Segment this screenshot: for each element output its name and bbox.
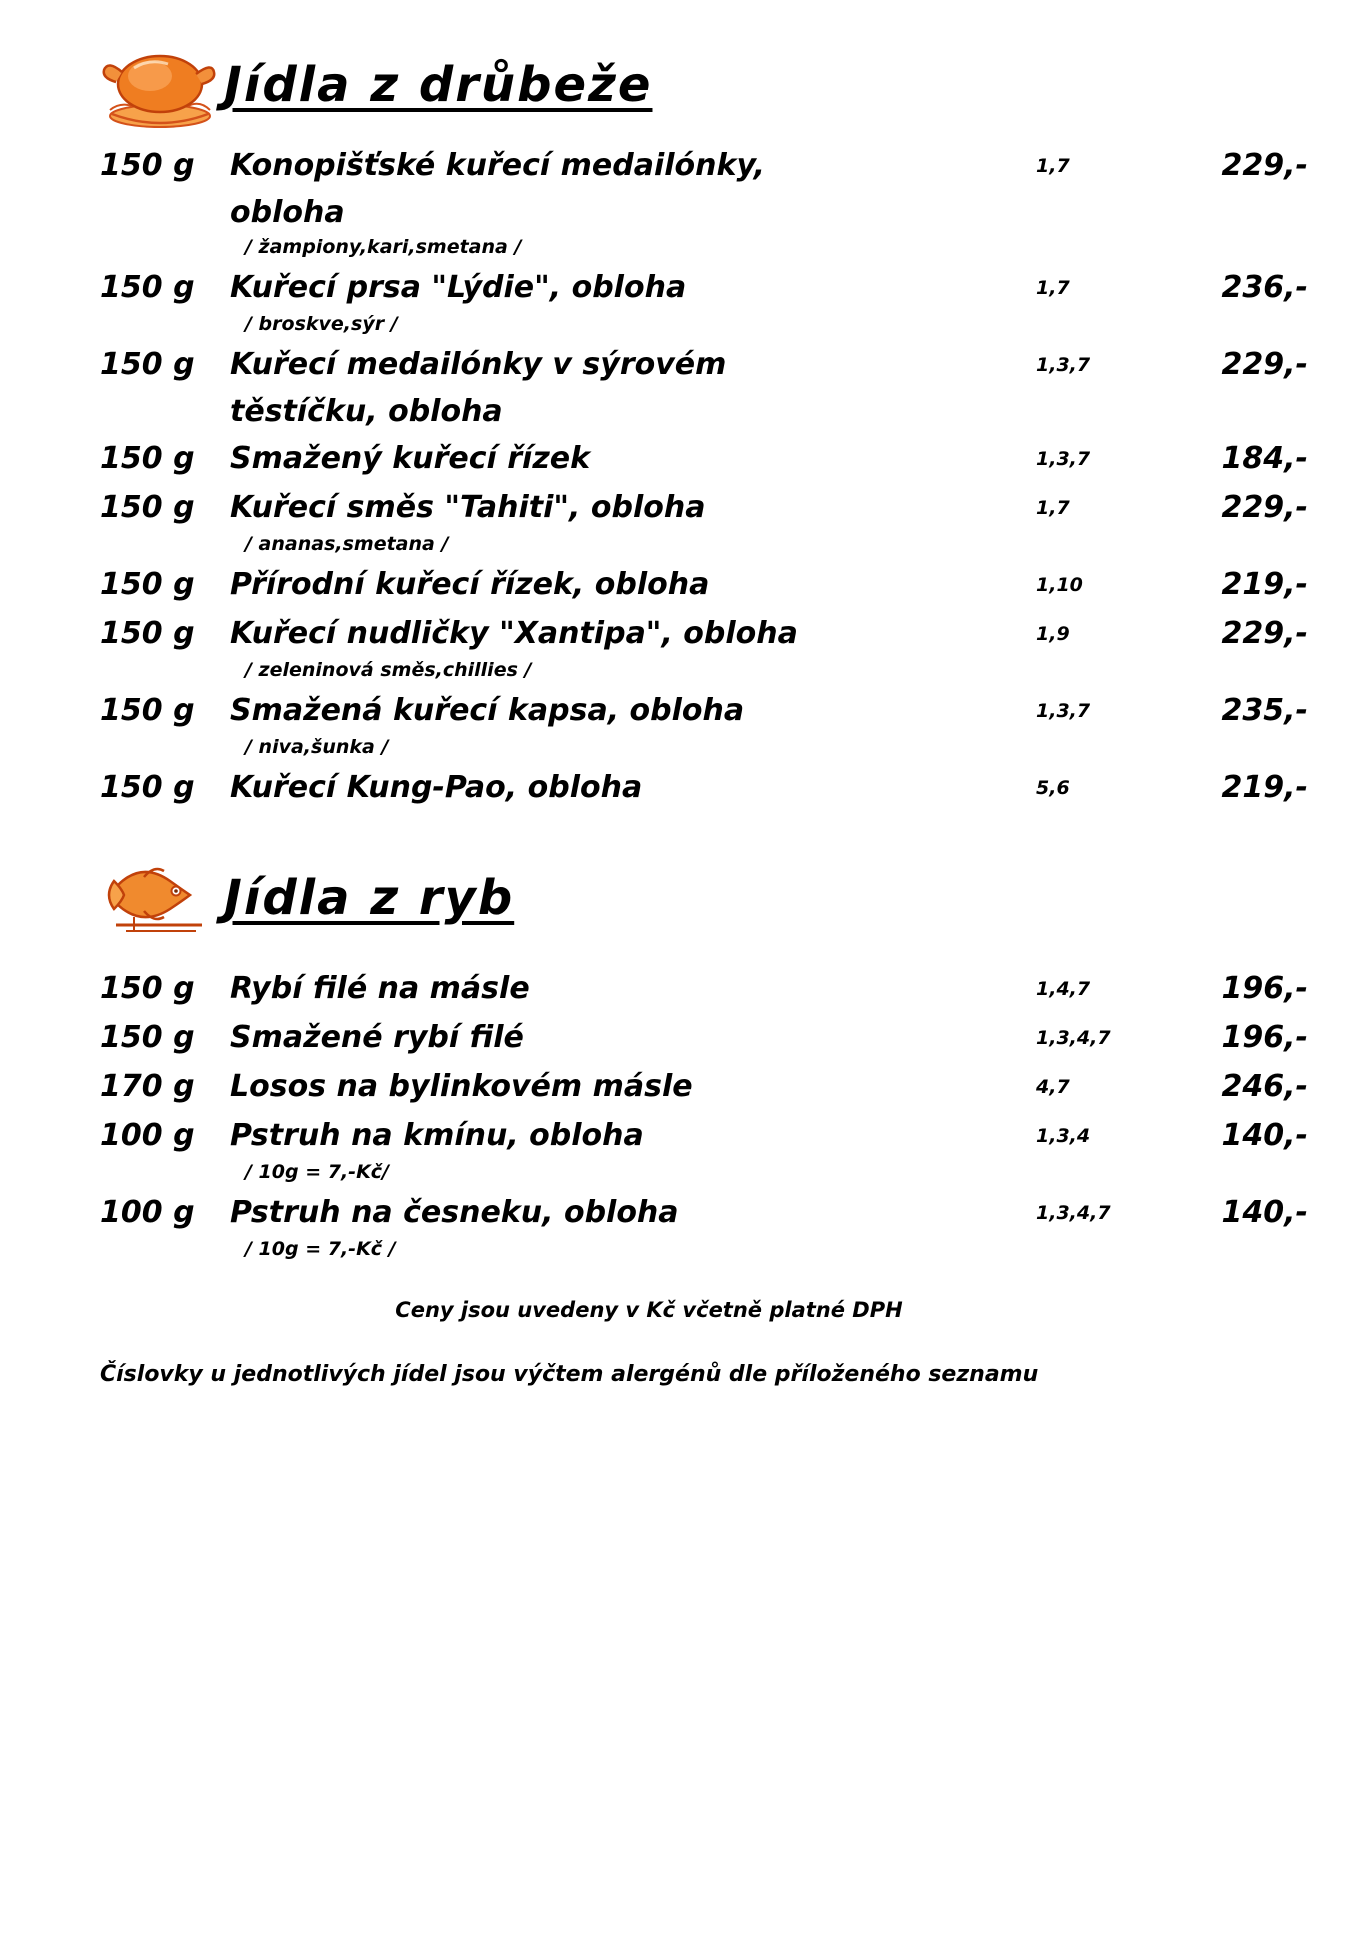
item-allergens: 1,9 [1036,623,1070,645]
menu-list-fish [0,965,1358,1264]
menu-item-row [0,1014,1358,1063]
item-price: 196,- [1221,971,1308,1006]
menu-item-row [0,435,1358,484]
menu-item-row [0,1189,1358,1238]
item-allergens: 1,7 [1036,277,1070,299]
menu-item-row [0,561,1358,610]
item-allergens: 1,3,7 [1036,448,1091,470]
item-name: Pstruh na kmínu, obloha [230,1118,644,1153]
item-weight: 150 g [100,616,195,651]
menu-item-row [0,142,1358,236]
item-name-line2: těstíčku, obloha [230,394,503,429]
item-name [220,142,1036,236]
item-name-line2: obloha [230,195,345,230]
menu-item-row [0,264,1358,313]
roast-chicken-icon [100,28,220,136]
menu-item-row [0,687,1358,736]
item-weight: 100 g [100,1195,195,1230]
item-note: / broskve,sýr / [245,313,398,335]
allergen-note: Číslovky u jednotlivých jídel jsou výčtem alergénů dle příloženého seznamu [100,1362,1039,1387]
item-weight: 150 g [100,490,195,525]
item-price: 236,- [1221,270,1308,305]
item-weight: 170 g [100,1069,195,1104]
item-name: Kuřecí nudličky "Xantipa", obloha [230,616,798,651]
item-allergens: 1,3,7 [1036,700,1091,722]
item-allergens: 1,7 [1036,497,1070,519]
item-allergens: 1,3,4 [1036,1125,1091,1147]
item-name-line1: Konopišťské kuřecí medailónky, [230,148,766,183]
item-weight: 150 g [100,971,195,1006]
item-name: Kuřecí prsa "Lýdie", obloha [230,270,687,305]
item-price: 246,- [1221,1069,1308,1104]
item-allergens: 5,6 [1036,777,1070,799]
menu-item-row [0,965,1358,1014]
item-note: / niva,šunka / [245,736,389,758]
item-price: 219,- [1221,770,1308,805]
item-note: / zeleninová směs,chillies / [245,659,532,681]
item-price: 235,- [1221,693,1308,728]
section-title: Jídla z ryb [224,870,515,926]
item-price: 229,- [1221,347,1308,382]
item-weight: 150 g [100,270,195,305]
menu-page [0,34,1358,1954]
item-note: / 10g = 7,-Kč / [245,1238,396,1260]
item-allergens: 1,4,7 [1036,978,1091,1000]
section-title: Jídla z drůbeže [224,57,653,113]
fish-icon [100,841,220,949]
menu-item-row [0,484,1358,533]
menu-item-row [0,341,1358,435]
item-price: 196,- [1221,1020,1308,1055]
menu-list-poultry [0,142,1358,813]
item-name-line1: Kuřecí medailónky v sýrovém [230,347,727,382]
menu-item-row [0,1063,1358,1112]
item-weight: 150 g [100,347,195,382]
item-price: 229,- [1221,616,1308,651]
menu-item-row [0,610,1358,659]
item-weight: 150 g [100,1020,195,1055]
item-price: 229,- [1221,148,1308,183]
vat-note: Ceny jsou uvedeny v Kč včetně platné DPH [395,1298,903,1322]
section-header-poultry [100,34,1358,136]
item-name [220,341,1036,435]
item-allergens: 1,3,4,7 [1036,1027,1111,1049]
item-weight: 150 g [100,567,195,602]
item-name: Rybí filé na másle [230,971,530,1006]
item-price: 219,- [1221,567,1308,602]
spacer [0,955,1358,965]
item-name: Losos na bylinkovém másle [230,1069,693,1104]
item-allergens: 1,3,4,7 [1036,1202,1111,1224]
item-price: 229,- [1221,490,1308,525]
section-header-fish [100,847,1358,949]
item-weight: 150 g [100,441,195,476]
item-allergens: 1,3,7 [1036,354,1091,376]
item-note: / žampiony,kari,smetana / [245,236,522,258]
item-name: Smažené rybí filé [230,1020,524,1055]
item-price: 140,- [1221,1195,1308,1230]
item-note: / 10g = 7,-Kč/ [245,1161,389,1183]
item-name: Přírodní kuřecí řízek, obloha [230,567,710,602]
item-price: 184,- [1221,441,1308,476]
item-allergens: 1,7 [1036,155,1070,177]
item-allergens: 4,7 [1036,1076,1070,1098]
menu-item-row [0,1112,1358,1161]
item-weight: 150 g [100,148,195,183]
item-name: Pstruh na česneku, obloha [230,1195,679,1230]
item-weight: 150 g [100,693,195,728]
item-name: Smažená kuřecí kapsa, obloha [230,693,745,728]
item-name: Kuřecí směs "Tahiti", obloha [230,490,706,525]
item-weight: 150 g [100,770,195,805]
menu-item-row [0,764,1358,813]
item-weight: 100 g [100,1118,195,1153]
item-name: Smažený kuřecí řízek [230,441,591,476]
item-name: Kuřecí Kung-Pao, obloha [230,770,643,805]
item-allergens: 1,10 [1036,574,1083,596]
item-price: 140,- [1221,1118,1308,1153]
item-note: / ananas,smetana / [245,533,449,555]
